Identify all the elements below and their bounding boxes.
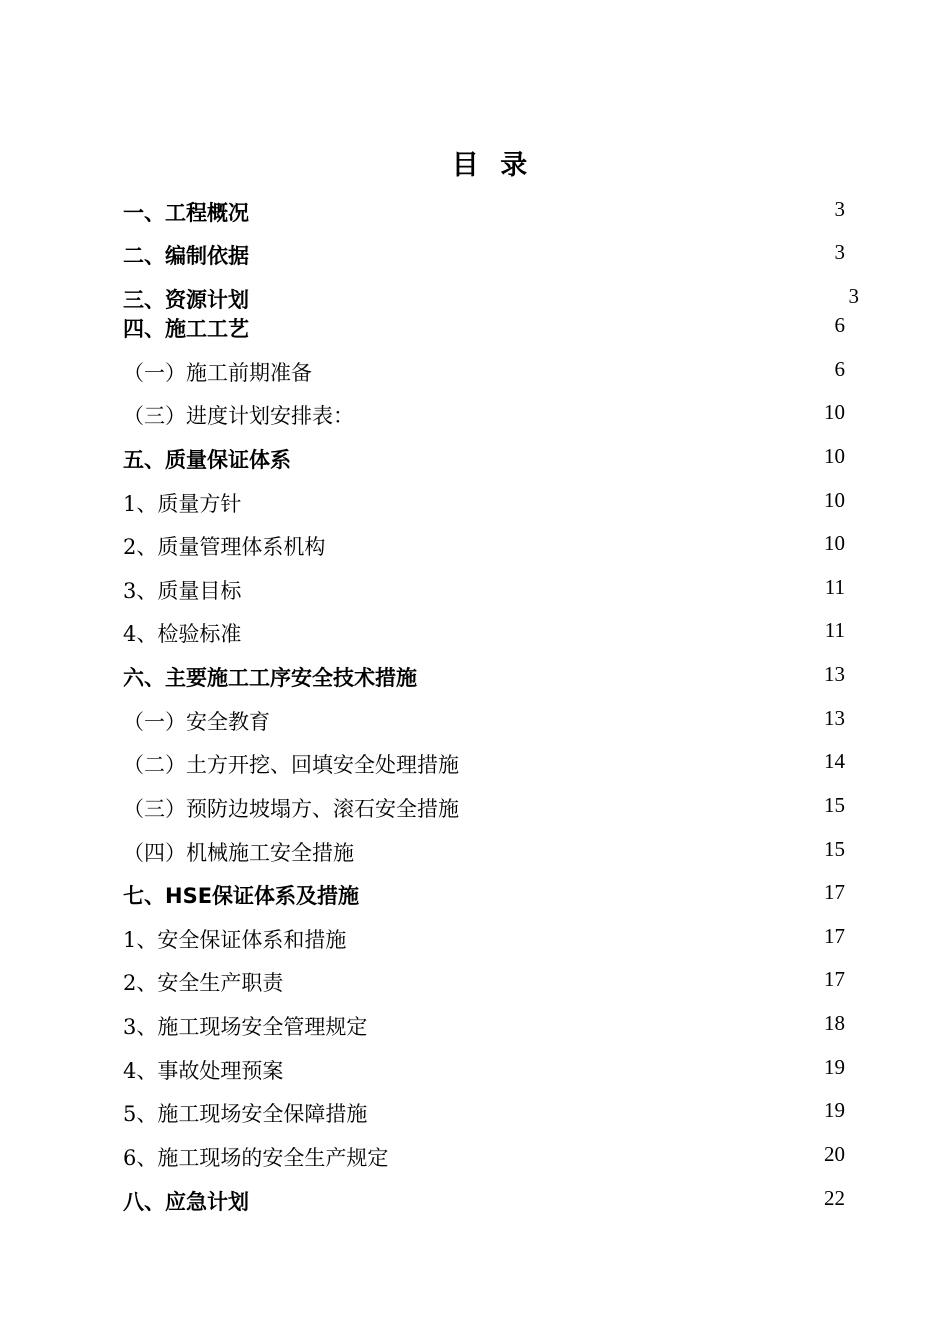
toc-entry-page: 3 [848, 284, 859, 308]
toc-entry-page: 13 [824, 706, 845, 730]
toc-entry-page: 14 [824, 749, 845, 773]
toc-entry-label: 二、编制依据 [123, 244, 249, 268]
toc-entry[interactable] [0, 618, 950, 652]
toc-entry[interactable] [0, 662, 950, 696]
toc-entry-label: 2、安全生产职责 [123, 971, 284, 995]
toc-entry-page: 18 [824, 1011, 845, 1035]
toc-entry-page: 6 [834, 313, 845, 337]
toc-entry-page: 3 [834, 197, 845, 221]
toc-entry-page: 10 [824, 400, 845, 424]
toc-entry[interactable] [0, 880, 950, 914]
toc-entry-page: 15 [824, 837, 845, 861]
toc-entry[interactable] [0, 1142, 950, 1176]
toc-entry[interactable] [0, 924, 950, 958]
toc-entry[interactable] [0, 1186, 950, 1220]
toc-entry-page: 19 [824, 1098, 845, 1122]
toc-entry[interactable] [0, 749, 950, 783]
toc-entry[interactable] [0, 1011, 950, 1045]
toc-entry[interactable] [0, 240, 950, 274]
toc-entry[interactable] [0, 313, 950, 347]
toc-entry-label: 三、资源计划 [123, 288, 249, 312]
toc-entry[interactable] [0, 488, 950, 522]
toc-entry-label: 6、施工现场的安全生产规定 [123, 1146, 389, 1170]
toc-entry[interactable] [0, 837, 950, 871]
toc-entry-label: （一）施工前期准备 [123, 361, 312, 385]
toc-entry-label: 3、施工现场安全管理规定 [123, 1015, 368, 1039]
toc-entry-page: 17 [824, 967, 845, 991]
toc-entry-page: 13 [824, 662, 845, 686]
toc-entry-label: 5、施工现场安全保障措施 [123, 1102, 368, 1126]
toc-entry-page: 11 [824, 618, 845, 642]
toc-entry-page: 17 [824, 880, 845, 904]
toc-entry[interactable] [0, 1098, 950, 1132]
toc-entry-label: （一）安全教育 [123, 710, 270, 734]
toc-entry-label: （三）预防边坡塌方、滚石安全措施 [123, 797, 459, 821]
toc-entry-page: 10 [824, 531, 845, 555]
toc-entry-page: 20 [824, 1142, 845, 1166]
toc-entry-label: 1、质量方针 [123, 492, 242, 516]
toc-entry-page: 3 [834, 240, 845, 264]
toc-entry-label: （二）土方开挖、回填安全处理措施 [123, 753, 459, 777]
toc-entry[interactable] [0, 197, 950, 231]
toc-entry-page: 22 [824, 1186, 845, 1210]
toc-entry-label: 4、事故处理预案 [123, 1059, 284, 1083]
toc-entry[interactable] [0, 400, 950, 434]
toc-entry[interactable] [0, 967, 950, 1001]
toc-entry-label: 一、工程概况 [123, 201, 249, 225]
toc-entry-label: 4、检验标准 [123, 622, 242, 646]
toc-entry[interactable] [0, 575, 950, 609]
toc-entry-page: 17 [824, 924, 845, 948]
toc-entry[interactable] [0, 706, 950, 740]
toc-entry-page: 15 [824, 793, 845, 817]
toc-entry[interactable] [0, 531, 950, 565]
toc-entry[interactable] [0, 444, 950, 478]
toc-entry[interactable] [0, 357, 950, 391]
toc-entry-label: 五、质量保证体系 [123, 448, 291, 472]
toc-entry-label: 2、质量管理体系机构 [123, 535, 326, 559]
toc-entry-label: （三）进度计划安排表： [123, 404, 354, 428]
toc-entry[interactable] [0, 1055, 950, 1089]
toc-entry[interactable] [0, 793, 950, 827]
toc-entry-label: 七、HSE保证体系及措施 [123, 884, 360, 908]
toc-entry-label: 六、主要施工工序安全技术措施 [123, 666, 417, 690]
toc-entry-page: 10 [824, 488, 845, 512]
toc-entry-label: 3、质量目标 [123, 579, 242, 603]
toc-entry-page: 11 [824, 575, 845, 599]
toc-entry-page: 6 [834, 357, 845, 381]
toc-entry-page: 10 [824, 444, 845, 468]
toc-title: 目 录 [451, 150, 534, 181]
toc-entry-label: 1、安全保证体系和措施 [123, 928, 347, 952]
toc-entry-page: 19 [824, 1055, 845, 1079]
toc-entry-label: 八、应急计划 [123, 1190, 249, 1214]
toc-entry-label: 四、施工工艺 [123, 317, 249, 341]
toc-entry-label: （四）机械施工安全措施 [123, 841, 354, 865]
